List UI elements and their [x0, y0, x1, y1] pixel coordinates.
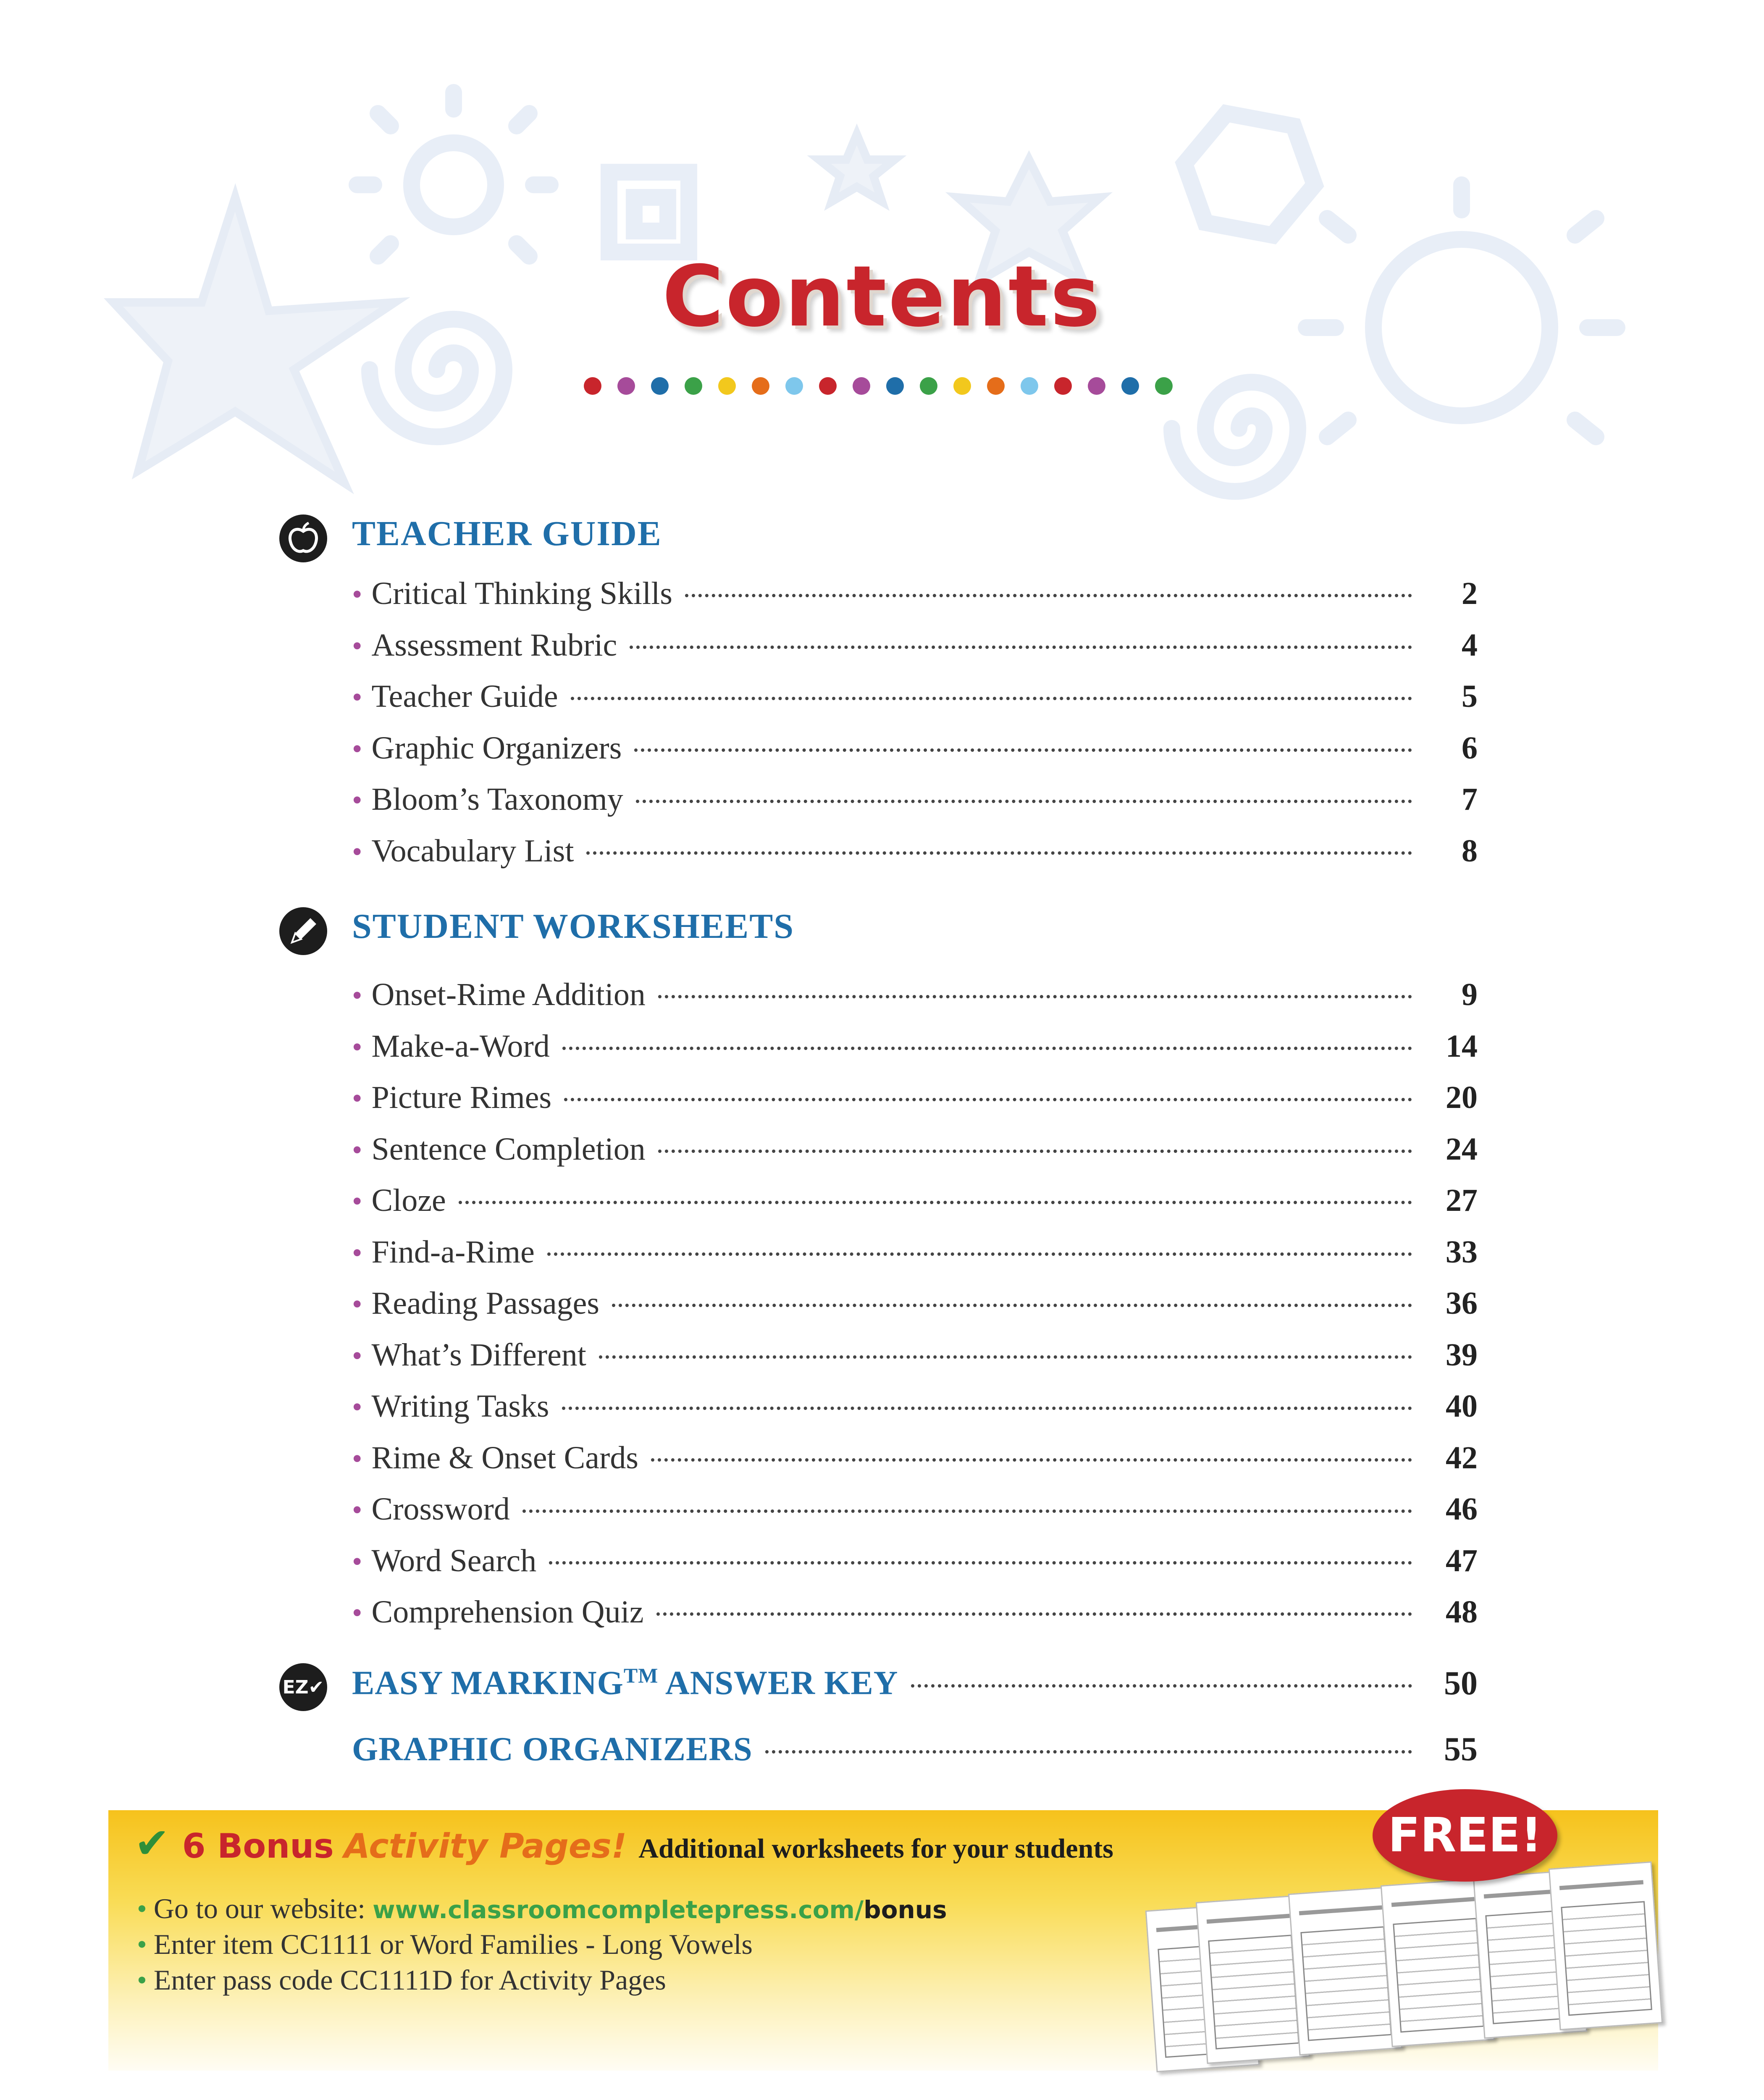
color-dot [718, 377, 736, 395]
toc-item-label: Assessment Rubric [371, 627, 617, 663]
answer-key-label-end: ANSWER KEY [665, 1664, 898, 1702]
toc-item-page: 39 [1446, 1337, 1478, 1373]
bullet: • [352, 784, 362, 816]
color-dot [752, 377, 769, 395]
toc-item-page: 5 [1462, 679, 1478, 714]
toc-item-label: Find-a-Rime [371, 1234, 535, 1270]
dot-leader [658, 995, 1412, 998]
color-dot [1054, 377, 1072, 395]
color-dot [1155, 377, 1173, 395]
dot-leader [547, 1252, 1412, 1256]
toc-item-label: Make-a-Word [371, 1028, 550, 1064]
toc-item-page: 20 [1446, 1080, 1478, 1115]
sun-doodle-left [412, 143, 496, 227]
color-dot [1121, 377, 1139, 395]
toc-item-page: 46 [1446, 1491, 1478, 1527]
toc-item-label: Picture Rimes [371, 1080, 552, 1115]
toc-item-page: 42 [1446, 1440, 1478, 1475]
star-doodle-small [819, 134, 895, 202]
bullet: • [352, 1288, 362, 1320]
bonus-tagline: Additional worksheets for your students [638, 1833, 1113, 1864]
toc-row-answer-key[interactable] [352, 1663, 1478, 1709]
toc-item-label: Writing Tasks [371, 1389, 549, 1424]
toc-item-label: What’s Different [371, 1337, 586, 1373]
toc-item-label: Onset-Rime Addition [371, 977, 646, 1012]
toc-item-label: Crossword [371, 1491, 510, 1527]
bullet: • [352, 835, 362, 868]
bullet: • [352, 681, 362, 714]
spiral-doodle-right [1172, 382, 1298, 491]
dot-leader [612, 1303, 1412, 1307]
toc-item-page: 9 [1462, 977, 1478, 1012]
color-dot [584, 377, 601, 395]
bullet: • [352, 1031, 362, 1063]
bullet: • [352, 1545, 362, 1578]
color-dot [886, 377, 904, 395]
dot-leader [549, 1561, 1412, 1564]
dot-leader [562, 1046, 1412, 1050]
toc-row[interactable] [352, 678, 1478, 724]
trademark-mark: TM [623, 1664, 659, 1687]
toc-item-page: 24 [1446, 1131, 1478, 1167]
toc-item-label: Comprehension Quiz [371, 1594, 644, 1630]
dot-leader [656, 1612, 1412, 1616]
color-dot [651, 377, 669, 395]
bonus-headline [134, 1819, 1113, 1868]
color-dot [853, 377, 870, 395]
toc-item-label: Bloom’s Taxonomy [371, 782, 623, 817]
toc-item-page: 14 [1446, 1028, 1478, 1064]
color-dot [819, 377, 837, 395]
square-spiral-doodle [609, 172, 689, 252]
toc-item-page: 8 [1462, 833, 1478, 869]
toc-row[interactable] [352, 1491, 1478, 1537]
dot-leader [685, 593, 1412, 597]
ez-check-icon: EZ✔ [279, 1663, 327, 1711]
bullet: • [352, 630, 362, 662]
dot-leader [459, 1200, 1412, 1204]
section-heading-student-worksheets: STUDENT WORKSHEETS [352, 907, 794, 946]
color-dot [1088, 377, 1105, 395]
dot-leader [765, 1750, 1412, 1754]
pencil-icon [279, 907, 327, 955]
answer-key-label: EASY MARKING [352, 1664, 624, 1702]
toc-row[interactable] [352, 1285, 1478, 1331]
toc-item-label: Cloze [371, 1183, 446, 1218]
toc-row[interactable] [352, 1234, 1478, 1280]
bullet: • [352, 578, 362, 611]
bonus-count: 6 Bonus [182, 1827, 334, 1866]
color-dot [920, 377, 937, 395]
bullet: • [352, 1134, 362, 1166]
toc-item-label: Teacher Guide [371, 679, 558, 714]
toc-item-page: 7 [1462, 782, 1478, 817]
toc-item-label: Rime & Onset Cards [371, 1440, 638, 1475]
toc-row[interactable] [352, 1594, 1478, 1640]
toc-row[interactable] [352, 575, 1478, 622]
color-dot [1021, 377, 1038, 395]
toc-row[interactable] [352, 833, 1478, 879]
page-title: Contents [662, 248, 1102, 346]
dot-leader [634, 748, 1412, 752]
dot-leader [911, 1684, 1412, 1688]
toc-row[interactable] [352, 1131, 1478, 1177]
toc-row[interactable] [352, 1028, 1478, 1074]
toc-item-page: 33 [1446, 1234, 1478, 1270]
graphic-organizers-page: 55 [1444, 1731, 1478, 1768]
toc-row[interactable] [352, 1543, 1478, 1589]
bullet: • [352, 1391, 362, 1423]
toc-item-page: 47 [1446, 1543, 1478, 1578]
bullet: • [352, 1082, 362, 1115]
toc-row[interactable] [352, 627, 1478, 673]
toc-item-label: Sentence Completion [371, 1131, 646, 1167]
graphic-organizers-label: GRAPHIC ORGANIZERS [352, 1731, 753, 1768]
apple-icon [279, 514, 327, 562]
color-dot-divider [584, 377, 1173, 395]
check-icon: ✔ [134, 1819, 170, 1868]
toc-item-label: Reading Passages [371, 1286, 599, 1321]
dot-leader [586, 851, 1412, 855]
answer-key-page: 50 [1444, 1664, 1478, 1702]
toc-item-page: 48 [1446, 1594, 1478, 1630]
dot-leader [571, 696, 1412, 700]
dot-leader [522, 1509, 1412, 1513]
toc-row-graphic-organizers[interactable] [352, 1730, 1478, 1777]
bonus-activity: Activity Pages! [344, 1827, 627, 1866]
toc-row[interactable] [352, 1337, 1478, 1383]
color-dot [987, 377, 1005, 395]
dot-leader [564, 1097, 1412, 1101]
dot-leader [562, 1406, 1412, 1410]
dot-leader [658, 1149, 1412, 1153]
bonus-url-link[interactable]: www.classroomcompletepress.com/bonus [373, 1895, 947, 1924]
free-badge: FREE! [1373, 1789, 1557, 1882]
bullet: • [352, 1185, 362, 1218]
bullet: • [352, 979, 362, 1012]
toc-row[interactable] [352, 1440, 1478, 1486]
bonus-line-passcode: • Enter pass code CC1111D for Activity Pages [137, 1964, 666, 1996]
color-dot [617, 377, 635, 395]
section-heading-teacher-guide: TEACHER GUIDE [352, 514, 662, 553]
toc-item-page: 36 [1446, 1286, 1478, 1321]
dot-leader [599, 1355, 1412, 1359]
bonus-line-item: • Enter item CC1111 or Word Families - Long Vowels [137, 1928, 753, 1960]
bullet: • [352, 1597, 362, 1629]
bonus-line-website: • Go to our website: www.classroomcompletepress.com/bonus [137, 1893, 947, 1924]
bullet: • [352, 732, 362, 765]
toc-item-page: 6 [1462, 730, 1478, 766]
toc-item-page: 2 [1462, 576, 1478, 611]
bullet: • [352, 1442, 362, 1475]
toc-row[interactable] [352, 730, 1478, 776]
bullet: • [352, 1339, 362, 1372]
toc-item-label: Critical Thinking Skills [371, 576, 672, 611]
toc-item-page: 4 [1462, 627, 1478, 663]
toc-row[interactable] [352, 1182, 1478, 1228]
bullet: • [352, 1494, 362, 1526]
hexagon-doodle [1184, 113, 1315, 235]
toc-item-page: 40 [1446, 1389, 1478, 1424]
color-dot [685, 377, 702, 395]
dot-leader [636, 799, 1412, 803]
toc-item-page: 27 [1446, 1183, 1478, 1218]
toc-row[interactable] [352, 1079, 1478, 1126]
toc-row[interactable] [352, 1388, 1478, 1434]
toc-row[interactable] [352, 976, 1478, 1023]
bullet: • [352, 1236, 362, 1269]
color-dot [953, 377, 971, 395]
toc-item-label: Graphic Organizers [371, 730, 622, 766]
dot-leader [630, 645, 1412, 649]
toc-item-label: Vocabulary List [371, 833, 574, 869]
toc-item-label: Word Search [371, 1543, 537, 1578]
color-dot [785, 377, 803, 395]
worksheet-thumbnail [1549, 1861, 1663, 2030]
toc-row[interactable] [352, 781, 1478, 827]
dot-leader [651, 1458, 1412, 1462]
